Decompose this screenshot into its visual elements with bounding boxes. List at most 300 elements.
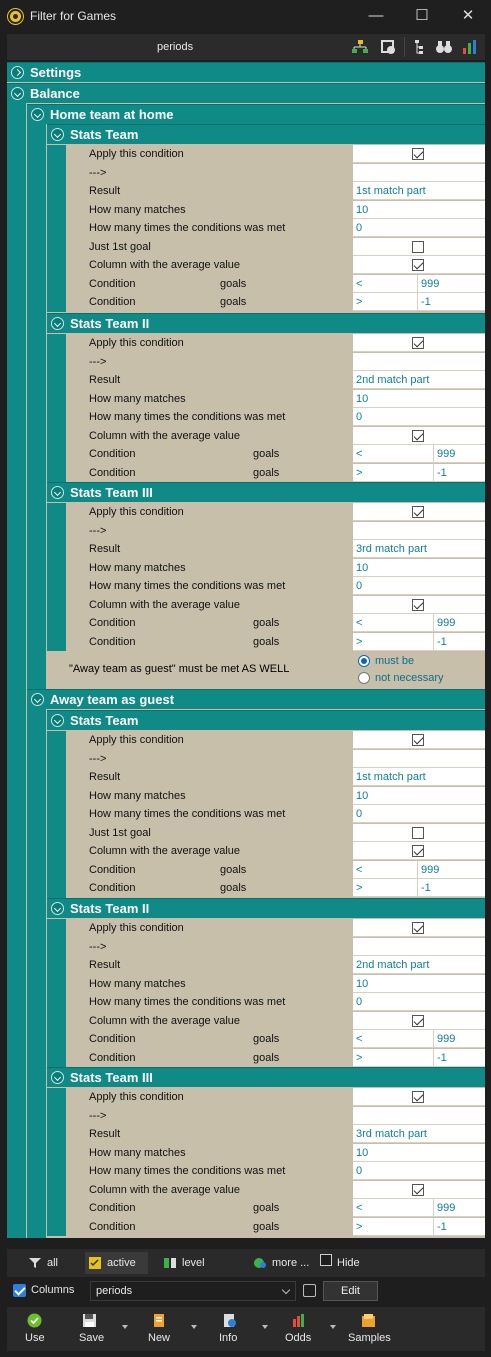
home-stats-team-3-header-title: Stats Team III (70, 485, 153, 500)
result-field-value: 1st match part (356, 185, 426, 197)
home-stats-team-header[interactable] (47, 124, 485, 144)
toolbar-separator (404, 37, 405, 57)
tab-active-label: active (107, 1257, 136, 1269)
bar-chart-icon[interactable] (460, 38, 480, 56)
avg-row (66, 256, 485, 274)
field-label: Column with the average value (89, 598, 241, 611)
new-dropdown-arrow-icon[interactable] (191, 1325, 197, 1329)
chevron-down-icon (282, 1286, 290, 1294)
average-column (353, 596, 485, 614)
times-field-value: 0 (356, 808, 363, 820)
field-label: Result (89, 374, 121, 386)
condition-operator: < (356, 863, 363, 876)
result-field[interactable] (353, 1125, 485, 1143)
first-goal (353, 824, 485, 842)
not-necessary-radio[interactable] (358, 672, 370, 684)
average-column (353, 1181, 485, 1199)
away-st1-indent-bar (47, 731, 66, 898)
arrow-field[interactable] (353, 522, 485, 540)
arrow-field[interactable] (353, 1107, 485, 1125)
matches-row (66, 787, 485, 805)
home-stats-team-2-header[interactable] (47, 313, 485, 333)
apply-row (66, 731, 485, 749)
cell-divider (433, 464, 434, 482)
times-field[interactable] (353, 577, 485, 595)
field-label: How many times the conditions was met (89, 1165, 286, 1177)
condition-threshold: -1 (437, 635, 447, 648)
cell-divider (433, 1218, 434, 1236)
times-field-value: 0 (356, 222, 363, 234)
condition-row-2 (66, 879, 485, 897)
columns-checkbox[interactable] (13, 1284, 26, 1297)
average-column-checkbox[interactable] (412, 845, 424, 857)
result-row (66, 540, 485, 558)
field-label: Apply this condition (89, 337, 184, 349)
field-label: Just 1st goal (89, 826, 151, 839)
balance-section-title: Balance (30, 86, 80, 101)
cell-divider (417, 275, 418, 293)
tab-level-label: level (182, 1257, 205, 1269)
condition-row-1-value[interactable] (353, 1199, 485, 1217)
save-disk-icon (82, 1313, 97, 1328)
away-stats-team-2-header-title: Stats Team II (70, 901, 150, 916)
matches-field-value: 10 (356, 977, 369, 990)
condition-threshold: -1 (421, 882, 431, 894)
matches-row (66, 390, 485, 408)
field-label: Result (89, 1128, 121, 1140)
tab-more[interactable] (250, 1252, 315, 1274)
field-label: Column with the average value (89, 1014, 241, 1027)
home-team-section-title: Home team at home (50, 107, 174, 122)
filter-tabs (7, 1249, 485, 1277)
settings-section[interactable] (7, 62, 485, 82)
condition-threshold: 999 (437, 448, 456, 460)
arrow-field[interactable] (353, 164, 485, 182)
field-label: Condition (89, 448, 136, 460)
field-label: Condition (89, 296, 136, 308)
samples-button[interactable] (345, 1309, 393, 1349)
condition-operator: > (356, 635, 363, 648)
condition-row-1 (66, 1199, 485, 1217)
field-label: ---> (89, 355, 107, 368)
result-row (66, 1125, 485, 1143)
apply-condition-checkbox[interactable] (412, 734, 424, 746)
average-column (353, 256, 485, 274)
collapse-toggle-icon[interactable] (31, 108, 44, 121)
condition-row-1 (66, 861, 485, 879)
average-column-checkbox[interactable] (412, 430, 424, 442)
apply-condition-checkbox[interactable] (412, 922, 424, 934)
condition-operator: > (356, 296, 363, 308)
home-indent-bar (27, 124, 46, 689)
samples-label: Samples (348, 1332, 391, 1344)
home-team-section[interactable] (27, 104, 485, 124)
condition-row-2-value[interactable] (353, 879, 485, 897)
goals-label: goals (253, 1051, 280, 1064)
condition-row-2 (66, 1218, 485, 1236)
info-button[interactable] (215, 1309, 271, 1349)
apply-row (66, 919, 485, 937)
average-column-checkbox[interactable] (412, 259, 424, 271)
arrow-row (66, 1107, 485, 1125)
collapse-toggle-icon[interactable] (51, 486, 64, 499)
not-necessary-label: not necessary (375, 672, 444, 684)
condition-row-2 (66, 293, 485, 311)
expand-toggle-icon[interactable] (11, 66, 24, 79)
result-field[interactable] (353, 956, 485, 974)
condition-row-2-value[interactable] (353, 633, 485, 651)
field-label: How many times the conditions was met (89, 411, 286, 423)
first-goal (353, 238, 485, 256)
condition-threshold: -1 (437, 1051, 447, 1064)
condition-operator: < (356, 277, 363, 290)
goals-label: goals (253, 1220, 280, 1233)
away-stats-team-header-title: Stats Team (70, 713, 139, 728)
odds-chart-icon (292, 1313, 307, 1328)
condition-row-1-value[interactable] (353, 1030, 485, 1048)
tab-active[interactable] (85, 1252, 148, 1274)
home-stats-team-3-header[interactable] (47, 482, 485, 502)
times-field-value: 0 (356, 411, 363, 423)
times-field-value: 0 (356, 996, 363, 1008)
checklist-icon (88, 1256, 102, 1270)
columns-dropdown[interactable] (90, 1281, 296, 1301)
columns-label: Columns (31, 1284, 75, 1296)
matches-row (66, 559, 485, 577)
matches-field[interactable] (353, 559, 485, 577)
apply-row (66, 334, 485, 352)
home-st1-indent-bar (47, 145, 66, 312)
average-column-checkbox[interactable] (412, 1015, 424, 1027)
home-stats-team-2-header-title: Stats Team II (70, 316, 150, 331)
must-be-radio[interactable] (358, 655, 370, 667)
condition-threshold: 999 (437, 1033, 456, 1045)
field-label: How many matches (89, 1146, 186, 1159)
result-field[interactable] (353, 182, 485, 200)
cell-divider (433, 614, 434, 632)
away-team-section[interactable] (27, 689, 485, 709)
collapse-toggle-icon[interactable] (51, 1071, 64, 1084)
times-field[interactable] (353, 993, 485, 1011)
maximize-button[interactable]: ☐ (415, 7, 429, 24)
matches-row (66, 201, 485, 219)
apply-condition (353, 919, 485, 937)
field-label: How many times the conditions was met (89, 222, 286, 234)
tab-all-label: all (47, 1257, 59, 1269)
field-label: Condition (89, 1033, 136, 1045)
times-field[interactable] (353, 805, 485, 823)
title-bar (0, 0, 491, 32)
condition-row-1-value[interactable] (353, 275, 485, 293)
away-stats-team-3-header[interactable] (47, 1067, 485, 1087)
collapse-toggle-icon[interactable] (51, 128, 64, 141)
cell-divider (433, 1199, 434, 1217)
edit-button[interactable]: Edit (323, 1281, 378, 1301)
matches-field[interactable] (353, 1144, 485, 1162)
app-logo-icon (8, 9, 23, 24)
result-field-value: 2nd match part (356, 959, 430, 971)
goals-label: goals (253, 466, 280, 479)
hide-label: Hide (337, 1257, 360, 1269)
collapse-toggle-icon[interactable] (51, 317, 64, 330)
times-field-value: 0 (356, 1165, 363, 1177)
away-stats-team-header[interactable] (47, 710, 485, 730)
average-column-checkbox[interactable] (412, 599, 424, 611)
odds-button[interactable] (282, 1309, 342, 1349)
more-options-icon (253, 1256, 267, 1270)
level-icon (163, 1256, 177, 1270)
apply-row (66, 1088, 485, 1106)
matches-field-value: 10 (356, 392, 369, 405)
use-button[interactable] (17, 1309, 53, 1349)
condition-threshold: 999 (421, 863, 440, 876)
matches-row (66, 1144, 485, 1162)
goals-label: goals (253, 635, 280, 648)
cell-divider (433, 1030, 434, 1048)
bottom-toolbar (7, 1307, 485, 1351)
cell-divider (417, 861, 418, 879)
goals-label: goals (253, 1202, 280, 1214)
save-label: Save (79, 1332, 105, 1344)
tree-structure-icon[interactable] (350, 38, 370, 56)
condition-row-2 (66, 633, 485, 651)
minimize-button[interactable]: — (368, 7, 384, 24)
apply-row (66, 145, 485, 163)
tab-more-label: more ... (272, 1257, 310, 1269)
info-document-icon (222, 1313, 237, 1328)
times-field[interactable] (353, 1162, 485, 1180)
field-label: Condition (89, 466, 136, 479)
apply-condition-checkbox[interactable] (412, 1091, 424, 1103)
avg-row (66, 1181, 485, 1199)
cell-divider (433, 445, 434, 463)
field-label: Condition (89, 863, 136, 876)
condition-threshold: 999 (437, 1202, 456, 1214)
new-label: New (148, 1332, 171, 1344)
tab-level[interactable] (160, 1252, 215, 1274)
times-row (66, 1162, 485, 1180)
field-label: ---> (89, 1109, 107, 1122)
field-label: Condition (89, 1220, 136, 1233)
away-indent-bar (27, 709, 46, 1238)
times-field-value: 0 (356, 580, 363, 592)
condition-operator: < (356, 1033, 363, 1045)
away-stats-team-2-header[interactable] (47, 898, 485, 918)
condition-threshold: -1 (437, 466, 447, 479)
result-row (66, 768, 485, 786)
field-label: How many matches (89, 203, 186, 216)
condition-operator: < (356, 1202, 363, 1214)
apply-condition (353, 1088, 485, 1106)
must-be-label: must be (375, 655, 415, 667)
window-title: Filter for Games (30, 9, 117, 23)
first-goal-checkbox[interactable] (412, 827, 424, 839)
condition-operator: > (356, 882, 363, 894)
condition-row-1-value[interactable] (353, 445, 485, 463)
away-st2-indent-bar (47, 919, 66, 1067)
columns-option-checkbox[interactable] (303, 1284, 316, 1297)
condition-threshold: -1 (421, 296, 431, 308)
binoculars-icon[interactable] (434, 38, 454, 56)
arrow-field[interactable] (353, 353, 485, 371)
save-button[interactable] (75, 1309, 131, 1349)
matches-field[interactable] (353, 975, 485, 993)
goals-label: goals (253, 1033, 280, 1045)
arrow-row (66, 750, 485, 768)
first-goal-row (66, 238, 485, 256)
field-label: Condition (89, 277, 136, 290)
field-label: Column with the average value (89, 429, 241, 442)
field-label: Apply this condition (89, 734, 184, 746)
avg-row (66, 1012, 485, 1030)
result-field-value: 3rd match part (356, 543, 427, 555)
condition-threshold: -1 (437, 1220, 447, 1233)
first-goal-checkbox[interactable] (412, 241, 424, 253)
average-column (353, 842, 485, 860)
new-document-icon (152, 1313, 167, 1328)
use-label: Use (25, 1332, 45, 1344)
settings-section-title: Settings (30, 65, 82, 80)
matches-field-value: 10 (356, 1146, 369, 1159)
apply-condition-checkbox[interactable] (412, 337, 424, 349)
samples-folder-icon (361, 1313, 376, 1328)
home-stats-team-header-title: Stats Team (70, 127, 139, 142)
field-label: ---> (89, 940, 107, 953)
average-column-checkbox[interactable] (412, 1184, 424, 1196)
info-label: Info (219, 1332, 238, 1344)
goals-label: goals (220, 296, 247, 308)
result-field[interactable] (353, 540, 485, 558)
result-field[interactable] (353, 768, 485, 786)
field-label: How many times the conditions was met (89, 996, 286, 1008)
apply-condition (353, 731, 485, 749)
avg-row (66, 427, 485, 445)
condition-operator: < (356, 617, 363, 629)
goals-label: goals (220, 882, 247, 894)
settings-search-icon[interactable] (379, 38, 399, 56)
matches-field-value: 10 (356, 561, 369, 574)
field-label: How many matches (89, 977, 186, 990)
field-label: Result (89, 543, 121, 555)
matches-field[interactable] (353, 390, 485, 408)
collapse-toggle-icon[interactable] (51, 714, 64, 727)
field-label: Column with the average value (89, 845, 241, 857)
home-st3-indent-bar (47, 503, 66, 651)
check-circle-icon (27, 1313, 42, 1328)
goals-label: goals (253, 617, 280, 629)
field-label: How many matches (89, 789, 186, 802)
matches-field[interactable] (353, 201, 485, 219)
avg-row (66, 596, 485, 614)
away-st3-indent-bar (47, 1088, 66, 1236)
matches-field-value: 10 (356, 203, 369, 216)
apply-condition (353, 334, 485, 352)
hierarchy-icon[interactable] (410, 38, 430, 56)
condition-row-2-value[interactable] (353, 293, 485, 311)
matches-field-value: 10 (356, 789, 369, 802)
cell-divider (433, 633, 434, 651)
tree-indent-bar (7, 103, 26, 1238)
odds-dropdown-arrow-icon[interactable] (330, 1325, 336, 1329)
result-field-value: 2nd match part (356, 374, 430, 386)
filter-grid (7, 62, 485, 1238)
field-label: Column with the average value (89, 1183, 241, 1196)
balance-section[interactable] (7, 83, 485, 103)
goals-label: goals (220, 863, 247, 876)
top-toolbar (7, 34, 485, 60)
condition-operator: > (356, 1051, 363, 1064)
arrow-field[interactable] (353, 750, 485, 768)
field-label: Result (89, 185, 121, 197)
matches-field[interactable] (353, 787, 485, 805)
condition-row-1 (66, 614, 485, 632)
field-label: Condition (89, 1202, 136, 1214)
result-row (66, 371, 485, 389)
result-row (66, 182, 485, 200)
condition-row-2-value[interactable] (353, 1049, 485, 1067)
goals-label: goals (220, 277, 247, 290)
condition-row-2-value[interactable] (353, 464, 485, 482)
condition-row-1-value[interactable] (353, 861, 485, 879)
field-label: Result (89, 959, 121, 971)
collapse-toggle-icon[interactable] (31, 693, 44, 706)
field-label: Column with the average value (89, 259, 241, 271)
times-row (66, 408, 485, 426)
field-label: How many matches (89, 392, 186, 405)
result-field[interactable] (353, 371, 485, 389)
apply-condition (353, 503, 485, 521)
condition-row-1 (66, 1030, 485, 1048)
tab-all[interactable] (25, 1252, 65, 1274)
field-label: Condition (89, 617, 136, 629)
field-label: Apply this condition (89, 148, 184, 160)
times-field[interactable] (353, 408, 485, 426)
field-label: Just 1st goal (89, 240, 151, 253)
collapse-toggle-icon[interactable] (11, 87, 24, 100)
arrow-row (66, 938, 485, 956)
field-label: Condition (89, 635, 136, 648)
field-label: How many times the conditions was met (89, 808, 286, 820)
field-label: ---> (89, 524, 107, 537)
times-field[interactable] (353, 219, 485, 237)
average-column (353, 427, 485, 445)
info-dropdown-arrow-icon[interactable] (262, 1325, 268, 1329)
result-field-value: 3rd match part (356, 1128, 427, 1140)
new-button[interactable] (145, 1309, 201, 1349)
first-goal-row (66, 824, 485, 842)
away-stats-team-3-header-title: Stats Team III (70, 1070, 153, 1085)
field-label: Result (89, 771, 121, 783)
save-dropdown-arrow-icon[interactable] (122, 1325, 128, 1329)
field-label: Condition (89, 882, 136, 894)
condition-row-2-value[interactable] (353, 1218, 485, 1236)
toolbar-label: periods (157, 41, 194, 53)
avg-row (66, 842, 485, 860)
close-button[interactable]: ✕ (461, 7, 475, 24)
condition-threshold: 999 (437, 617, 456, 629)
collapse-toggle-icon[interactable] (51, 902, 64, 915)
arrow-field[interactable] (353, 938, 485, 956)
field-label: Apply this condition (89, 1091, 184, 1103)
condition-row-1-value[interactable] (353, 614, 485, 632)
apply-condition-checkbox[interactable] (412, 148, 424, 160)
filter-funnel-icon (28, 1256, 42, 1270)
must-be-met-row (47, 651, 485, 687)
apply-condition (353, 145, 485, 163)
field-label: ---> (89, 752, 107, 765)
apply-condition-checkbox[interactable] (412, 506, 424, 518)
times-row (66, 993, 485, 1011)
